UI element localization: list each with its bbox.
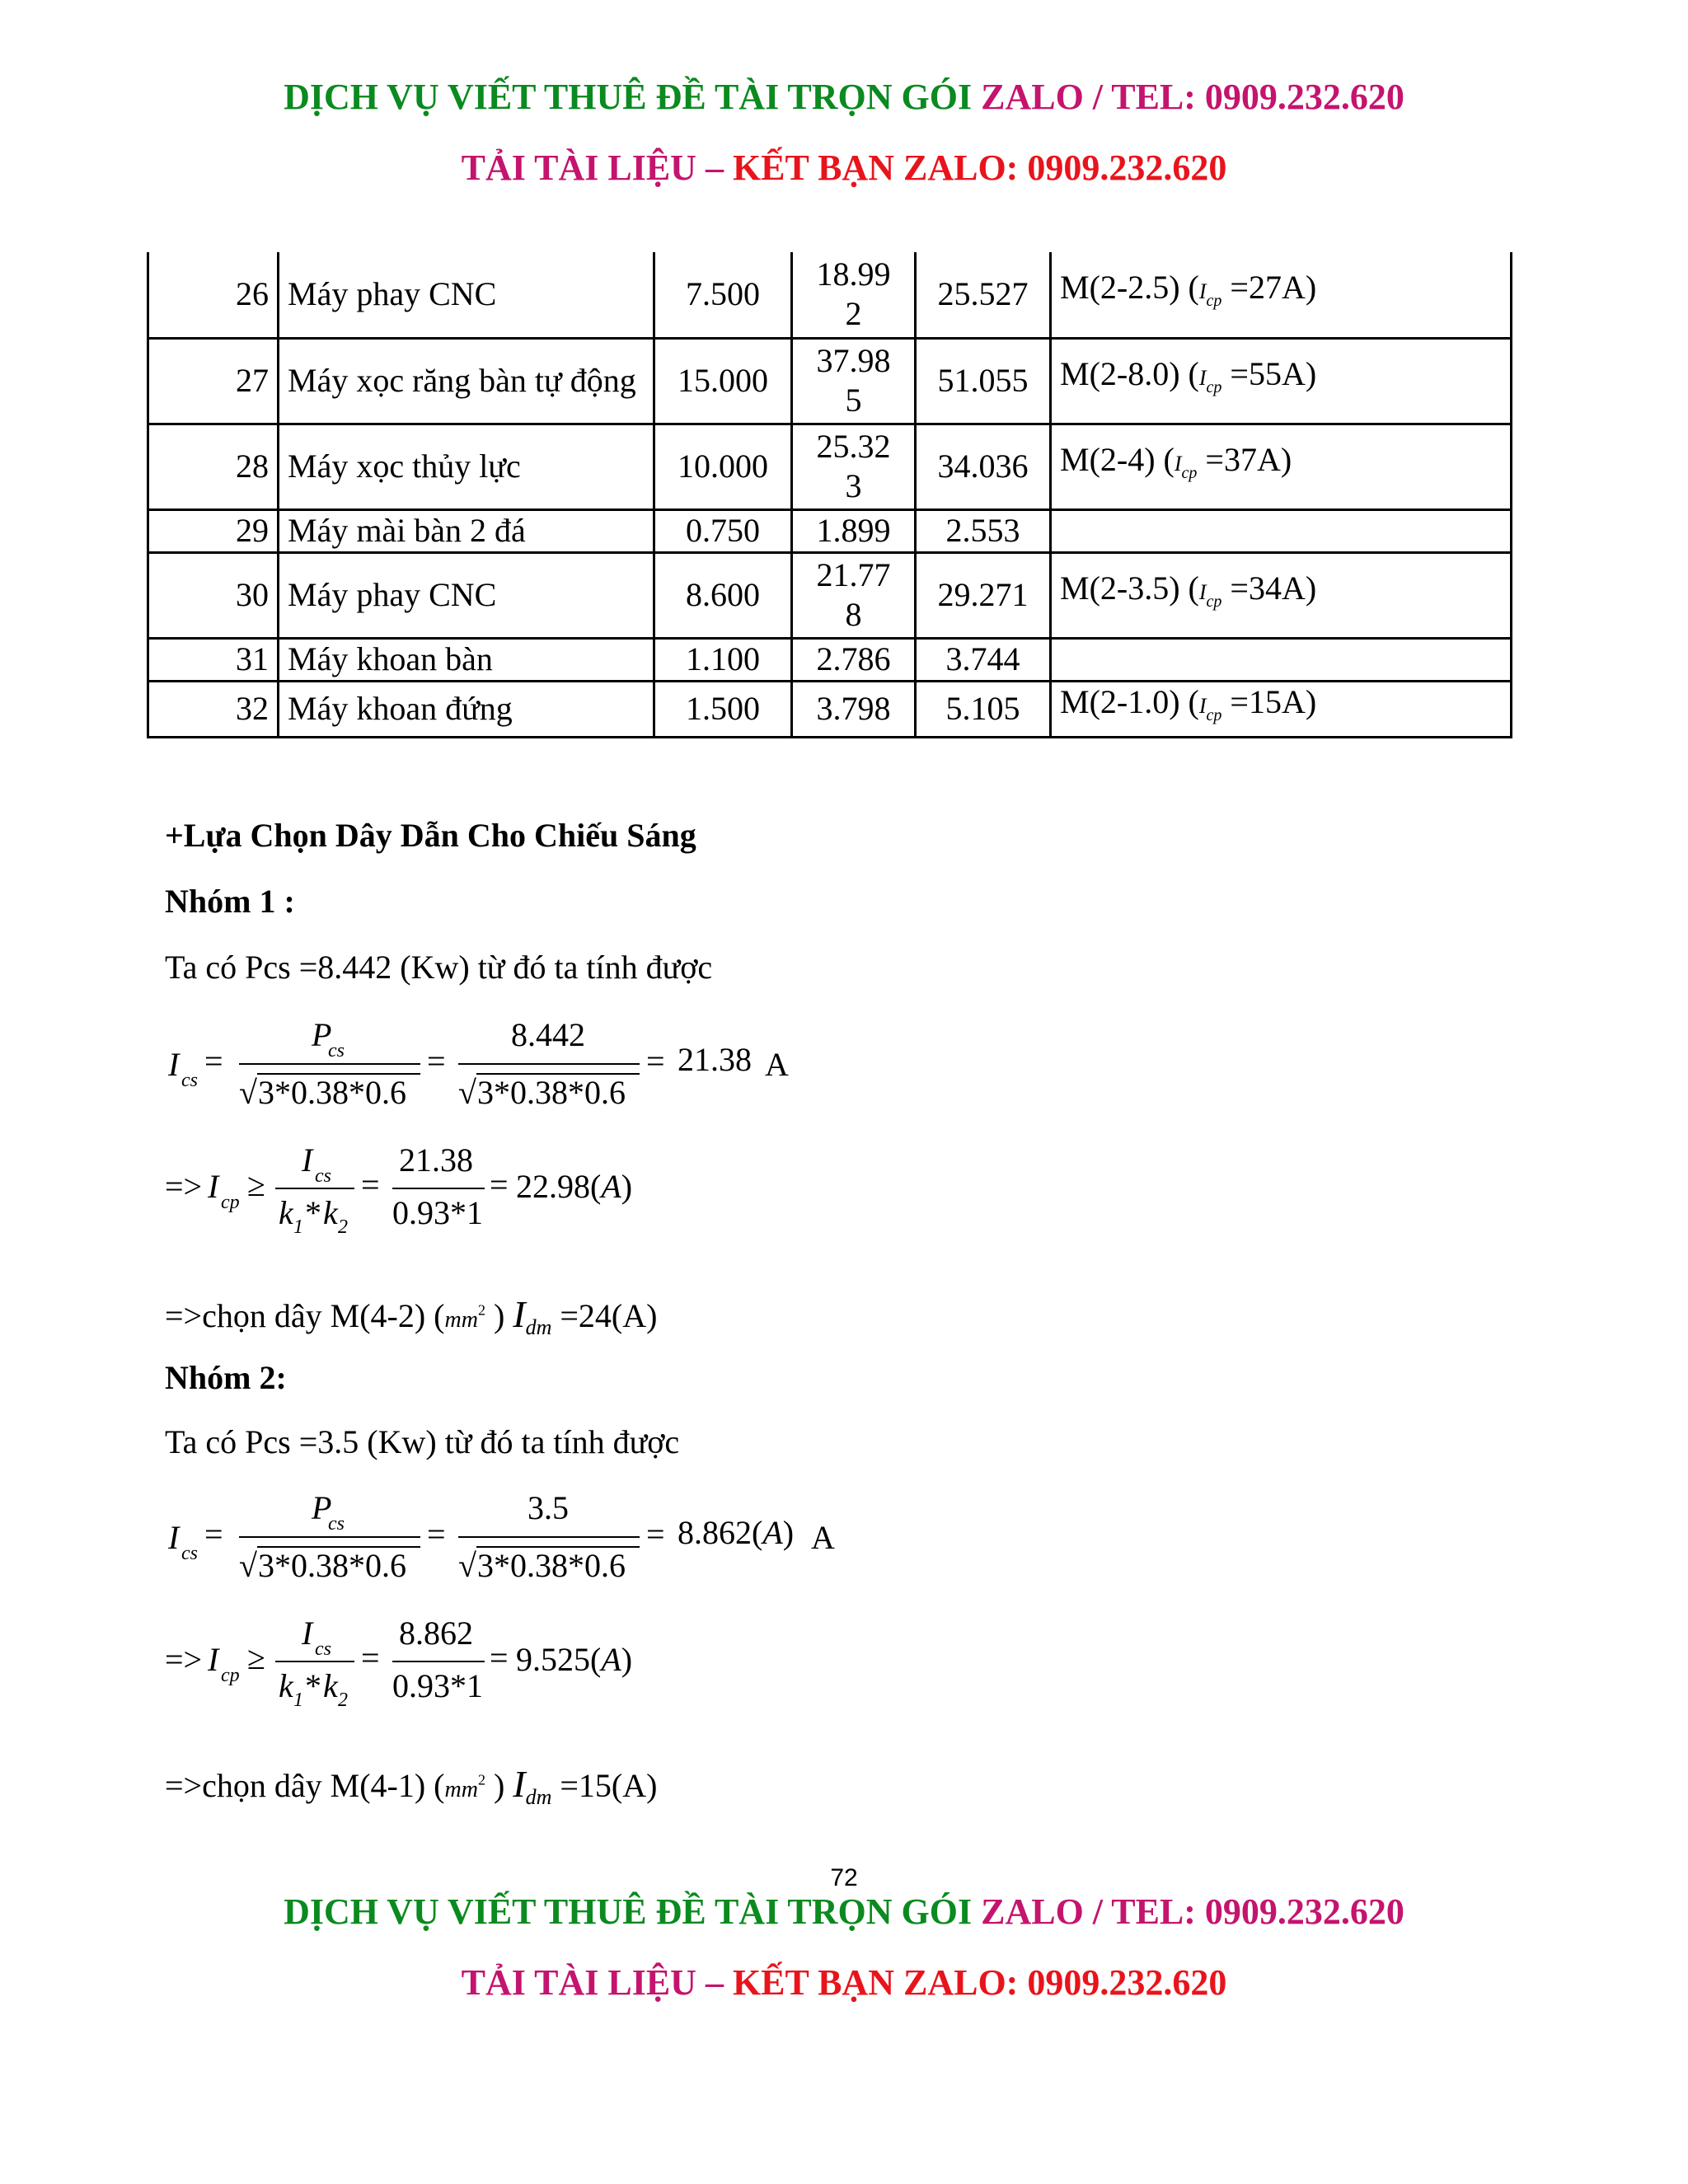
table-row (148, 424, 1512, 509)
table-row (148, 552, 1512, 638)
page-number: 72 (830, 1864, 858, 1891)
wire-selection-cell (1051, 638, 1512, 681)
equipment-name-cell: Máy phay CNC (279, 252, 654, 338)
footer-phone-text: ZALO / TEL: 0909.232.620 (981, 1891, 1404, 1932)
power-cell: 15.000 (654, 338, 792, 424)
current-value-line: 18.99 (816, 255, 891, 293)
current-value-line: 3 (845, 467, 862, 504)
group1-ics-result: 21.38 (678, 1041, 752, 1078)
current-value-line: 25.32 (816, 428, 891, 465)
group1-title: Nhóm 1 : (165, 883, 295, 920)
footer-line-2 (0, 1961, 1688, 2004)
current-value-line: 37.98 (816, 342, 891, 379)
wire-selection-cell: M(2-4) $(I_{cp} =37A)$ (1051, 424, 1512, 509)
row-number-cell: 30 (148, 552, 279, 638)
equipment-name-cell: Máy phay CNC (279, 552, 654, 638)
group2-pcs-value: 3.5 (528, 1489, 569, 1526)
group2-intro: Ta có Pcs =3.5 (Kw) từ đó ta tính được (165, 1423, 680, 1460)
equipment-table (147, 252, 1512, 738)
header-line-1 (0, 76, 1688, 118)
current-value-line: 8 (845, 596, 862, 633)
row-number-cell: 28 (148, 424, 279, 509)
footer-line-1 (0, 1891, 1688, 1933)
wire-selection-cell: M(2-2.5) $(I_{cp} =27A)$ (1051, 252, 1512, 338)
group1-icp-result: 22.98(A) (516, 1168, 633, 1205)
current-value-line: 3.798 (816, 690, 891, 727)
equipment-name-cell: Máy mài bàn 2 đá (279, 509, 654, 552)
power-cell: 1.100 (654, 638, 792, 681)
group2-icp-result: 9.525(A) (516, 1641, 633, 1678)
section-title: +Lựa Chọn Dây Dẫn Cho Chiếu Sáng (165, 817, 696, 854)
apparent-current-cell: 34.036 (916, 424, 1051, 509)
row-number-cell: 26 (148, 252, 279, 338)
apparent-current-cell: 3.744 (916, 638, 1051, 681)
group1-intro: Ta có Pcs =8.442 (Kw) từ đó ta tính được (165, 949, 713, 986)
apparent-current-cell: 5.105 (916, 681, 1051, 737)
current-value-line: 1.899 (816, 512, 891, 549)
group2-ics-value: 8.862 (399, 1615, 473, 1652)
table-row (148, 252, 1512, 338)
equipment-name-cell: Máy khoan đứng (279, 681, 654, 737)
header-phone-text: ZALO / TEL: 0909.232.620 (981, 77, 1404, 117)
apparent-current-cell: 51.055 (916, 338, 1051, 424)
row-number-cell: 29 (148, 509, 279, 552)
power-cell: 10.000 (654, 424, 792, 509)
group1-choice: =>chọn dây M(4-2) ($mm^2$ ) $I_{dm} =24(A)$ (165, 1293, 658, 1339)
row-number-cell: 32 (148, 681, 279, 737)
equipment-name-cell: Máy khoan bàn (279, 638, 654, 681)
header-service-text: DỊCH VỤ VIẾT THUÊ ĐỀ TÀI TRỌN GÓI (284, 77, 973, 117)
group2-ics-result: 8.862(A) (678, 1514, 795, 1551)
group2-title: Nhóm 2: (165, 1359, 287, 1396)
table-row (148, 509, 1512, 552)
equipment-name-cell: Máy xọc thủy lực (279, 424, 654, 509)
equipment-name-cell: Máy xọc răng bàn tự động (279, 338, 654, 424)
current-value-line: 5 (845, 382, 862, 419)
footer-service-text: DỊCH VỤ VIẾT THUÊ ĐỀ TÀI TRỌN GÓI (284, 1891, 973, 1932)
footer-zalo-text: KẾT BẠN ZALO: 0909.232.620 (732, 1962, 1227, 2003)
current-cell (792, 681, 916, 737)
current-cell (792, 552, 916, 638)
row-number-cell: 27 (148, 338, 279, 424)
group2-choice: =>chọn dây M(4-1) ($mm^2$ ) $I_{dm} =15(A)$ (165, 1763, 658, 1809)
header-zalo-text: KẾT BẠN ZALO: 0909.232.620 (732, 148, 1227, 188)
group1-pcs-value: 8.442 (511, 1016, 585, 1053)
group1-ics-value: 21.38 (399, 1141, 473, 1179)
current-cell (792, 424, 916, 509)
current-cell (792, 338, 916, 424)
wire-selection-cell: M(2-3.5) $(I_{cp} =34A)$ (1051, 552, 1512, 638)
current-value-line: 21.77 (816, 556, 891, 593)
apparent-current-cell: 25.527 (916, 252, 1051, 338)
header-download-text: TẢI TÀI LIỆU – (461, 148, 724, 188)
apparent-current-cell: 29.271 (916, 552, 1051, 638)
current-value-line: 2.786 (816, 640, 891, 677)
current-cell (792, 638, 916, 681)
table-row (148, 338, 1512, 424)
footer-download-text: TẢI TÀI LIỆU – (461, 1962, 724, 2003)
row-number-cell: 31 (148, 638, 279, 681)
apparent-current-cell: 2.553 (916, 509, 1051, 552)
power-cell: 8.600 (654, 552, 792, 638)
wire-selection-cell: M(2-1.0) $(I_{cp} =15A)$ (1051, 681, 1512, 737)
wire-selection-cell: M(2-8.0) $(I_{cp} =55A)$ (1051, 338, 1512, 424)
power-cell: 0.750 (654, 509, 792, 552)
header-line-2 (0, 147, 1688, 189)
wire-selection-cell (1051, 509, 1512, 552)
power-cell: 1.500 (654, 681, 792, 737)
table-row (148, 638, 1512, 681)
current-cell (792, 252, 916, 338)
current-value-line: 2 (845, 295, 862, 333)
current-cell (792, 509, 916, 552)
power-cell: 7.500 (654, 252, 792, 338)
table-row (148, 681, 1512, 737)
